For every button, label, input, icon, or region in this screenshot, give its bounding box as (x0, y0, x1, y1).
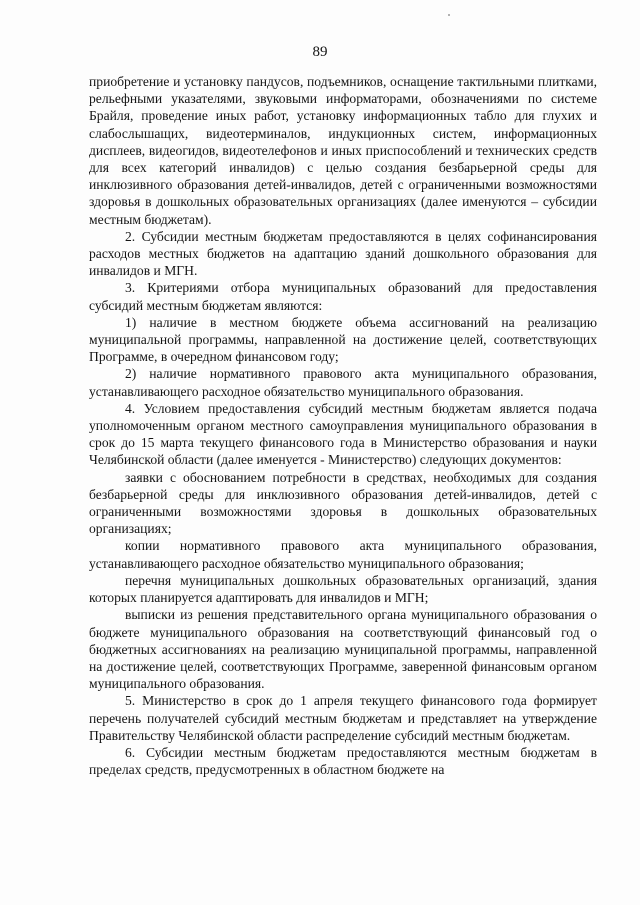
paragraph-item-6: 6. Субсидии местным бюджетам предоставляются местным бюджетам в пределах средств, предусмотренных в областном бюджете на (89, 744, 597, 778)
document-list-item-organizations: перечня муниципальных дошкольных образовательных организаций, здания которых планируется адаптировать для инвалидов и МГН; (89, 572, 597, 606)
paragraph-item-3: 3. Критериями отбора муниципальных образований для предоставления субсидий местным бюджетам являются: (89, 280, 597, 313)
document-list-item-act-copy: копии нормативного правового акта муниципального образования, устанавливающего расходное обязательство муниципального образования; (89, 538, 597, 571)
paragraph-item-4: 4. Условием предоставления субсидий местным бюджетам является подача уполномоченным органом местного самоуправления муниципального образования в срок до 15 марта текущего финансового года в Министерство образования и науки Челябинской области (далее именуется - Министерство) следующих документов: (89, 400, 597, 468)
body-text (89, 73, 597, 778)
criterion-1: 1) наличие в местном бюджете объема ассигнований на реализацию муниципальной программы, направленной на достижение целей, соответствующих Программе, в очередном финансовом году; (89, 314, 597, 365)
paragraph-continuation: приобретение и установку пандусов, подъемников, оснащение тактильными плитками, рельефными указателями, звуковыми информаторами, обозначениями по системе Брайля, проведение иных работ, установку информационных табло для глухих и слабослышащих, видеотерминалов, индукционных систем, информационных дисплеев, видеогидов, видеотелефонов и иных приспособлений и технических средств для всех категорий инвалидов) с целью создания безбарьерной среды для инклюзивного образования детей-инвалидов, детей с ограниченными возможностями здоровья в дошкольных образовательных организациях (далее именуются – субсидии местным бюджетам). (89, 74, 597, 227)
criterion-2: 2) наличие нормативного правового акта муниципального образования, устанавливающего расходное обязательство муниципального образования. (89, 366, 597, 399)
document-list-item-budget-extract: выписки из решения представительного органа муниципального образования о бюджете муниципального образования на соответствующий финансовый год о бюджетных ассигнованиях на реализацию муниципальной программы, направленной на достижение целей, соответствующих Программе, заверенной финансовым органом муниципального образования. (89, 607, 597, 692)
scan-speck (448, 14, 450, 16)
paragraph-item-2: 2. Субсидии местным бюджетам предоставляются в целях софинансирования расходов местных бюджетов на адаптацию зданий дошкольного образования для инвалидов и МГН. (89, 228, 597, 279)
page-number: 89 (312, 44, 328, 60)
document-list-item-application: заявки с обоснованием потребности в средствах, необходимых для создания безбарьерной среды для инклюзивного образования детей-инвалидов, детей с ограниченными возможностями здоровья в дошкольных образовательных организациях; (89, 469, 597, 537)
paragraph-item-5: 5. Министерство в срок до 1 апреля текущего финансового года формирует перечень получателей субсидий местным бюджетам и представляет на утверждение Правительству Челябинской области распределение субсидий местным бюджетам. (89, 693, 597, 743)
